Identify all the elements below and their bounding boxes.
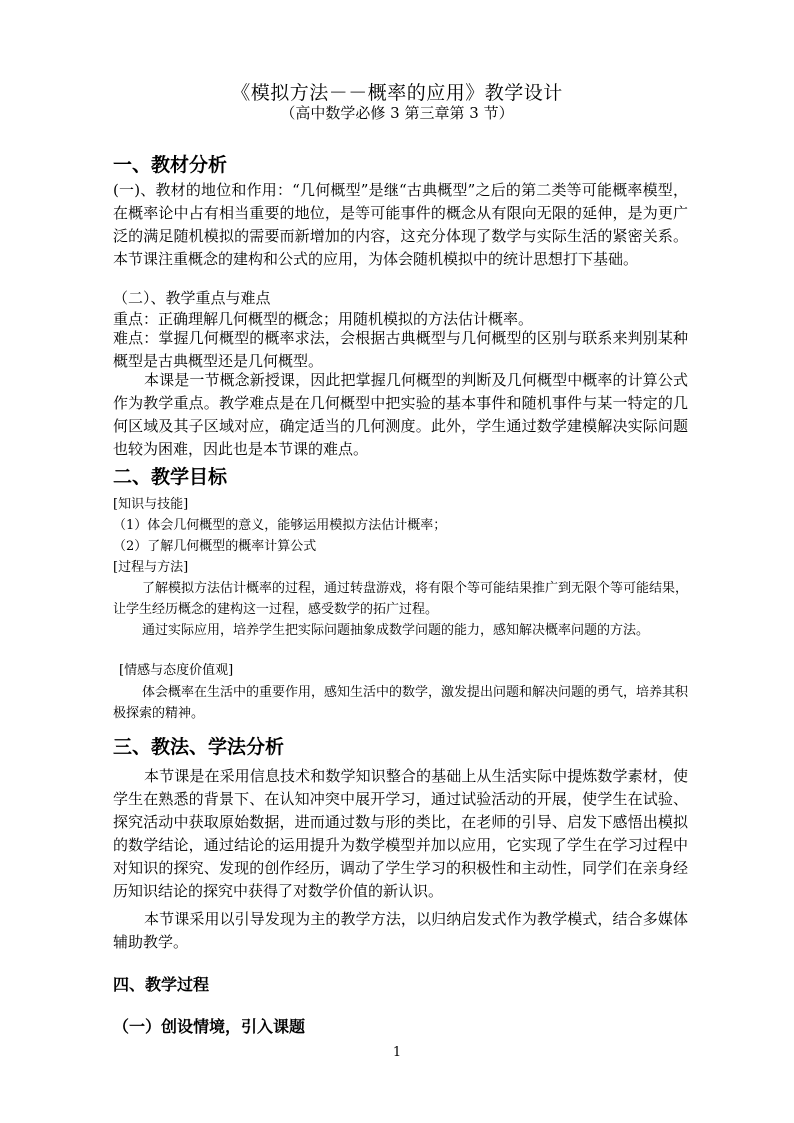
document-title: 《模拟方法－－概率的应用》教学设计 bbox=[231, 82, 563, 104]
page-number: 1 bbox=[392, 1045, 402, 1060]
paragraph-key-difficult-points-title: （二）、教学重点与难点 bbox=[113, 289, 271, 307]
document-subtitle: （高中数学必修 3 第三章第 3 节） bbox=[280, 104, 514, 122]
section-heading-teaching-learning-methods: 三、教法、学法分析 bbox=[113, 736, 285, 758]
objective-emotion-paragraph: 体会概率在生活中的重要作用，感知生活中的数学，激发提出问题和解决问题的勇气，培养其积极探索的精神。 bbox=[113, 685, 689, 721]
objective-emotion-attitude-label: [情感与态度价值观] bbox=[119, 663, 234, 678]
section-heading-textbook-analysis: 一、教材分析 bbox=[113, 154, 228, 176]
objective-process-paragraph-2: 通过实际应用，培养学生把实际问题抽象成数学问题的能力，感知解决概率问题的方法。 bbox=[142, 623, 650, 638]
paragraph-lesson-summary: 本课是一节概念新授课，因此把掌握几何概型的判断及几何概型中概率的计算公式作为教学重点。教学难点是在几何概型中把实验的基本事件和随机事件与某一特定的几何区域及其子区域对应，确定适当的几何测度。此外，学生通过数学建模解决实际问题也较为困难，因此也是本节课的难点。 bbox=[113, 371, 688, 458]
objective-process-method-label: [过程与方法] bbox=[113, 560, 189, 575]
objective-item-1: （1）体会几何概型的意义，能够运用模拟方法估计概率； bbox=[113, 518, 447, 533]
paragraph-methods-analysis: 本节课是在采用信息技术和数学知识整合的基础上从生活实际中提炼数学素材，使学生在熟悉的背景下、在认知冲突中展开学习，通过试验活动的开展，使学生在试验、探究活动中获取原始数据，进而通过数与形的类比，在老师的引导、启发下感悟出模拟的数学结论，通过结论的运用提升为数学模型并加以应用，它实现了学生在学习过程中对知识的探究、发现的创作经历，调动了学生学习的积极性和主动性，同学们在亲身经历知识结论的探究中获得了对数学价值的新认识。 bbox=[113, 767, 688, 900]
paragraph-difficult-points: 难点：掌握几何概型的概率求法，会根据古典概型与几何概型的区别与联系来判别某种概型是古典概型还是几何概型。 bbox=[113, 329, 688, 370]
paragraph-textbook-status: (一)、教材的地位和作用：“几何概型”是继“古典概型”之后的第二类等可能概率模型，在概率论中占有相当重要的地位，是等可能事件的概念从有限向无限的延伸，是为更广泛的满足随机模拟的需要而新增加的内容，这充分体现了数学与实际生活的紧密关系。本节课注重概念的建构和公式的应用，为体会随机模拟中的统计思想打下基础。 bbox=[113, 181, 688, 268]
paragraph-methods-summary: 本节课采用以引导发现为主的教学方法，以归纳启发式作为教学模式，结合多媒体辅助教学。 bbox=[113, 910, 688, 951]
objective-process-paragraph-1: 了解模拟方法估计概率的过程，通过转盘游戏，将有限个等可能结果推广到无限个等可能结果，让学生经历概念的建构这一过程，感受数学的拓广过程。 bbox=[113, 581, 689, 617]
objective-item-2: （2）了解几何概型的概率计算公式 bbox=[113, 539, 317, 554]
subsection-heading-create-scenario: （一）创设情境，引入课题 bbox=[113, 1017, 306, 1036]
objective-knowledge-skills-label: [知识与技能] bbox=[113, 497, 189, 512]
section-heading-teaching-process: 四、教学过程 bbox=[113, 975, 210, 994]
section-heading-teaching-objectives: 二、教学目标 bbox=[113, 466, 228, 488]
paragraph-key-points: 重点：正确理解几何概型的概念；用随机模拟的方法估计概率。 bbox=[113, 310, 534, 328]
